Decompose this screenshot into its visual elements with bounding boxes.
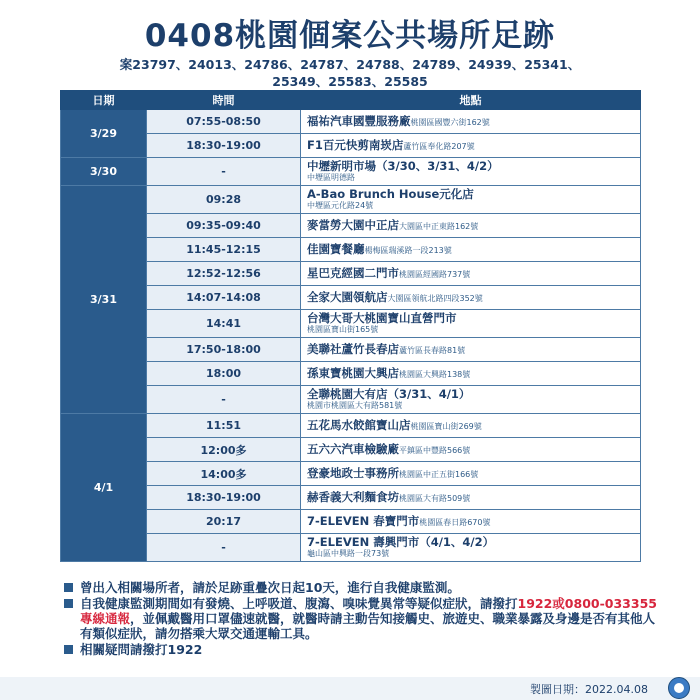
time-cell: - <box>147 386 301 414</box>
place-address: 大園區中正東路162號 <box>399 221 479 231</box>
header-time: 時間 <box>147 91 301 110</box>
place-address: 桃園市桃園區大有路581號 <box>307 401 403 410</box>
place-name: 佳園寶餐廳 <box>307 241 365 256</box>
place-address: 桃園區國豐六街162號 <box>410 117 490 127</box>
table-row <box>61 438 641 462</box>
place-name: 麥當勞大園中正店 <box>307 217 399 232</box>
time-cell: 12:00多 <box>147 438 301 462</box>
place-address: 桃園區春日路670號 <box>419 517 491 527</box>
hotline-highlight: 1922或0800-033355專線通報 <box>80 596 657 626</box>
time-cell: 18:30-19:00 <box>147 486 301 510</box>
place-cell <box>301 186 641 214</box>
place-name: A-Bao Brunch House元化店 <box>307 187 474 201</box>
place-cell <box>301 110 641 134</box>
place-address: 桃園區大興路138號 <box>399 369 471 379</box>
table-row <box>61 462 641 486</box>
place-name: 台灣大哥大桃園寶山直營門市 <box>307 311 457 325</box>
place-address: 平鎮區中豐路566號 <box>399 445 471 455</box>
place-name: 美聯社蘆竹長春店 <box>307 341 399 356</box>
place-name: 全家大園領航店 <box>307 289 388 304</box>
time-cell: - <box>147 158 301 186</box>
place-cell <box>301 414 641 438</box>
table-row <box>61 338 641 362</box>
square-bullet-icon <box>64 599 73 608</box>
note-hotline <box>64 642 664 657</box>
place-name: F1百元快剪南崁店 <box>307 137 404 152</box>
time-cell: 12:52-12:56 <box>147 262 301 286</box>
place-address: 龜山區中興路一段73號 <box>307 549 390 558</box>
place-name: 孫東寶桃園大興店 <box>307 365 399 380</box>
place-name: 登豪地政士事務所 <box>307 465 399 480</box>
notes <box>64 580 664 658</box>
date-cell: 3/30 <box>61 158 147 186</box>
header-place: 地點 <box>301 91 641 110</box>
case-numbers <box>40 56 660 90</box>
table-header-row <box>61 91 641 110</box>
place-cell <box>301 262 641 286</box>
table-row <box>61 386 641 414</box>
place-cell <box>301 214 641 238</box>
time-cell: 14:41 <box>147 310 301 338</box>
table-row <box>61 486 641 510</box>
place-cell <box>301 134 641 158</box>
place-cell <box>301 310 641 338</box>
footprint-table <box>60 90 641 562</box>
square-bullet-icon <box>64 583 73 592</box>
place-address: 桃園區大有路509號 <box>399 493 471 503</box>
place-cell <box>301 362 641 386</box>
city-logo-icon <box>668 677 690 699</box>
place-cell <box>301 462 641 486</box>
place-address: 中壢區明德路 <box>307 173 355 182</box>
table-row <box>61 238 641 262</box>
place-name: 中壢新明市場（3/30、3/31、4/2） <box>307 159 499 173</box>
square-bullet-icon <box>64 645 73 654</box>
table-row <box>61 362 641 386</box>
place-address: 桃園區中正五街166號 <box>399 469 479 479</box>
place-cell <box>301 338 641 362</box>
time-cell: - <box>147 534 301 562</box>
place-cell <box>301 510 641 534</box>
place-cell <box>301 438 641 462</box>
place-name: 7-ELEVEN 壽興門市（4/1、4/2） <box>307 535 495 549</box>
note-text: ，並佩戴醫用口罩儘速就醫，就醫時請主動告知接觸史、旅遊史、職業暴露及身邊是否有其他人有類似症狀，請勿搭乘大眾交通運輸工具。 <box>80 611 656 641</box>
time-cell: 09:35-09:40 <box>147 214 301 238</box>
place-cell <box>301 534 641 562</box>
date-cell: 3/29 <box>61 110 147 158</box>
place-name: 赫香義大利麵食坊 <box>307 489 399 504</box>
place-address: 蘆竹區長春路81號 <box>399 345 466 355</box>
time-cell: 17:50-18:00 <box>147 338 301 362</box>
table-row <box>61 534 641 562</box>
table-row <box>61 414 641 438</box>
place-name: 全聯桃園大有店（3/31、4/1） <box>307 387 471 401</box>
time-cell: 07:55-08:50 <box>147 110 301 134</box>
note-symptoms <box>64 596 664 641</box>
place-address: 楊梅區瑞溪路一段213號 <box>364 245 452 255</box>
place-cell <box>301 158 641 186</box>
time-cell: 11:45-12:15 <box>147 238 301 262</box>
time-cell: 20:17 <box>147 510 301 534</box>
table-row <box>61 310 641 338</box>
table-row <box>61 214 641 238</box>
note-text: 自我健康監測期間如有發燒、上呼吸道、腹瀉、嗅味覺異常等疑似症狀，請撥打 <box>80 596 518 611</box>
place-address: 桃園區寶山街165號 <box>307 325 379 334</box>
case-numbers-line2: 25349、25583、25585 <box>272 74 428 89</box>
place-cell <box>301 486 641 510</box>
table-row <box>61 262 641 286</box>
time-cell: 09:28 <box>147 186 301 214</box>
time-cell: 11:51 <box>147 414 301 438</box>
place-address: 桃園區經國路737號 <box>399 269 471 279</box>
note-self-monitor <box>64 580 664 595</box>
place-address: 中壢區元化路24號 <box>307 201 374 210</box>
footer <box>0 677 700 700</box>
place-cell <box>301 238 641 262</box>
place-address: 大園區領航北路四段352號 <box>387 293 483 303</box>
table-row <box>61 286 641 310</box>
footprint-table-wrap <box>60 90 640 562</box>
header-date: 日期 <box>61 91 147 110</box>
place-name: 福祐汽車國豐服務廠 <box>307 113 411 128</box>
note-text: 相關疑問請撥打1922 <box>80 642 203 657</box>
place-cell <box>301 386 641 414</box>
place-name: 五花馬水餃館寶山店 <box>307 417 411 432</box>
time-cell: 18:30-19:00 <box>147 134 301 158</box>
time-cell: 14:07-14:08 <box>147 286 301 310</box>
place-address: 蘆竹區奉化路207號 <box>403 141 475 151</box>
place-name: 五六六汽車檢驗廠 <box>307 441 399 456</box>
table-row <box>61 110 641 134</box>
place-name: 星巴克經國二門市 <box>307 265 399 280</box>
place-cell <box>301 286 641 310</box>
table-row <box>61 510 641 534</box>
note-text: 曾出入相關場所者，請於足跡重疊次日起10天，進行自我健康監測。 <box>80 580 460 595</box>
table-row <box>61 186 641 214</box>
table-row <box>61 134 641 158</box>
table-row <box>61 158 641 186</box>
time-cell: 18:00 <box>147 362 301 386</box>
case-numbers-line1: 案23797、24013、24786、24787、24788、24789、24939、25341、 <box>119 57 581 72</box>
date-cell: 4/1 <box>61 414 147 562</box>
time-cell: 14:00多 <box>147 462 301 486</box>
date-cell: 3/31 <box>61 186 147 414</box>
page-title: 0408桃園個案公共場所足跡 <box>144 18 556 54</box>
place-address: 桃園區寶山街269號 <box>410 421 482 431</box>
made-date: 製圖日期：2022.04.08 <box>530 683 648 696</box>
place-name: 7-ELEVEN 春寶門市 <box>307 513 420 528</box>
